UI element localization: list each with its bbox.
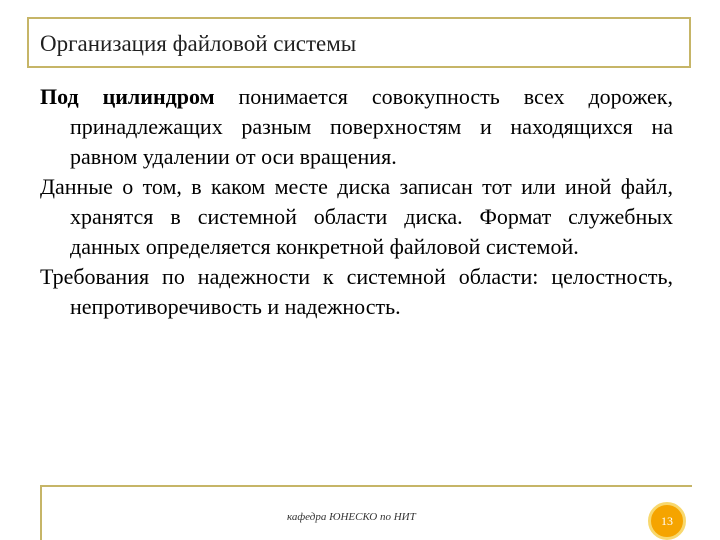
paragraph-file-location: Данные о том, в каком месте диска записан тот или иной файл, хранятся в системной области диска. Формат служебных данных определяется конкретной файловой системой.: [40, 174, 673, 259]
term-cylinder: Под цилиндром: [40, 84, 215, 109]
slide-body: [40, 82, 673, 322]
paragraph-reliability: Требования по надежности к системной области: целостность, непротиворечивость и надежность.: [40, 264, 673, 319]
paragraph-cylinder: [40, 82, 673, 172]
title-underline: [27, 66, 691, 68]
footer-department: кафедра ЮНЕСКО по НИТ: [287, 511, 416, 523]
slide-title: Организация файловой системы: [40, 31, 357, 56]
paragraph-cylinder-text: понимается совокупность всех дорожек, принадлежащих разным поверхностям и находящихся на равном удалении от оси вращения.: [70, 84, 673, 169]
page-number-badge: 13: [648, 502, 686, 540]
footer-rule-vertical: [40, 485, 42, 540]
footer-rule: [40, 485, 692, 487]
